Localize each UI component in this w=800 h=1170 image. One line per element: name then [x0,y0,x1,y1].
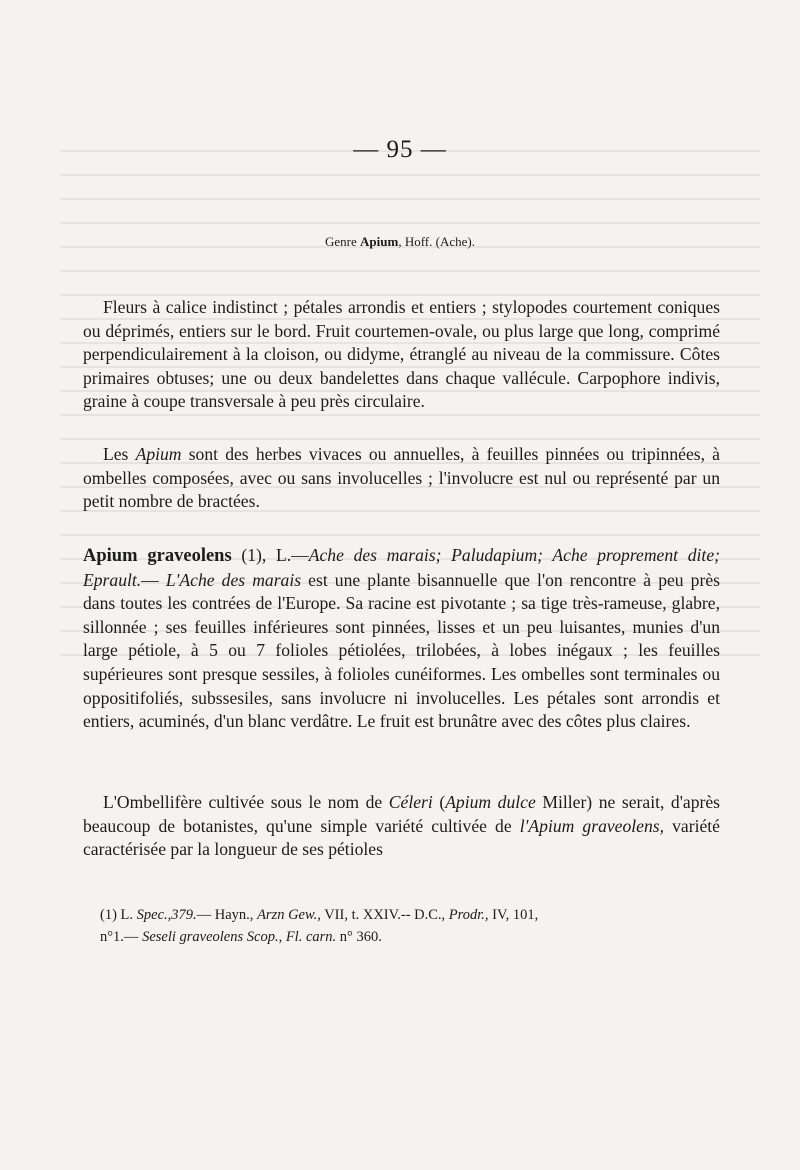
p2-genus-italic: Apium [135,444,182,464]
p4-celeri: Céleri [388,792,433,812]
species-text: est une plante bisannuelle que l'on rencontre à peu près dans toutes les contrées de l'Europe. Sa racine est pivotante ; sa tige très-rameuse, glabre, sillonnée ; ses feuilles inférieures sont pinnées, lisses et un peu luisantes, munies d'un large pétiole, à 5 ou 7 folioles pétiolées, trilobées, à lobes inégaux ; les feuilles supérieures sont presque sessiles, à folioles cunéiformes. Les ombelles sont terminales ou oppositifoliés, subssesiles, sans involucre ni involucelles. Les pétales sont arrondis et entiers, acuminés, d'un blanc verdâtre. Le fruit est brunâtre avec des côtes plus claires. [83,569,720,732]
p4-t2: ( [432,792,446,812]
footnote [100,904,720,948]
p4-t1: L'Ombellifère cultivée sous le nom de [103,792,389,812]
fn-c: — Hayn., [196,907,258,923]
paragraph-genus-description: Fleurs à calice indistinct ; pétales arrondis et entiers ; stylopodes courtement coniques ou déprimés, entiers sur le bord. Fruit courtemen-ovale, ou plus large que long, comprimé perpendiculairement à la cloison, ou didyme, étranglé au niveau de la commissure. Côtes primaires obtuses; une ou deux bandelettes dans chaque vallécule. Carpophore indivis, graine à coupe transversale à peu près circulaire. [83,297,720,412]
fn-e: VII, t. XXIV.-- D.C., [320,907,449,923]
p2-lead: Les [103,444,136,464]
paragraph-celeri [83,791,720,862]
footnote-line-1 [100,904,720,926]
p4-graveolens: l'Apium graveolens, [519,815,665,836]
fn-d: Arzn Gew., [257,907,321,923]
fn-b: Spec.,379. [136,907,197,923]
species-ref: (1), L. [231,545,292,565]
species-name: Apium graveolens [83,546,232,566]
common-names: Ache des marais; Paludapium; Ache proprement dite; Eprault. [83,545,720,590]
p2-text: sont des herbes vivaces ou annuelles, à feuilles pinnées ou tripinnées, à ombelles composées, avec ou sans involucelles ; l'involucre est nul ou représenté par un petit nombre de bractées. [83,444,720,512]
paragraph-genus-habit [83,443,720,514]
dash-2: — [141,569,166,590]
p4-t3: Miller) ne serait, d'après beaucoup de botanistes, qu'une simple variété cultivée de [83,792,721,836]
fn-a: (1) L. [100,907,137,923]
paragraph-species [83,544,720,734]
species-lead-italic: L'Ache des marais [165,569,302,590]
page-number: — 95 — [353,136,447,163]
fn-f: Prodr., [448,907,489,923]
dash-1: — [291,545,309,565]
fn-g: IV, 101, [488,907,539,923]
fn-h: n°1.— [100,929,143,945]
fn-i: Seseli graveolens Scop., Fl. carn. [142,929,337,945]
genus-prefix: Genre [325,234,357,249]
fn-j: n° 360. [336,929,382,945]
genus-header: Genre Apium, Hoff. (Ache). [325,234,475,249]
p4-t4: variété caractérisée par la longueur de ses pétioles [83,815,720,860]
genus-name: Apium [360,234,399,249]
p4-apium-dulce: Apium dulce [445,792,536,812]
footnote-line-2 [100,926,720,948]
genus-authority: Hoff. (Ache). [404,234,475,249]
